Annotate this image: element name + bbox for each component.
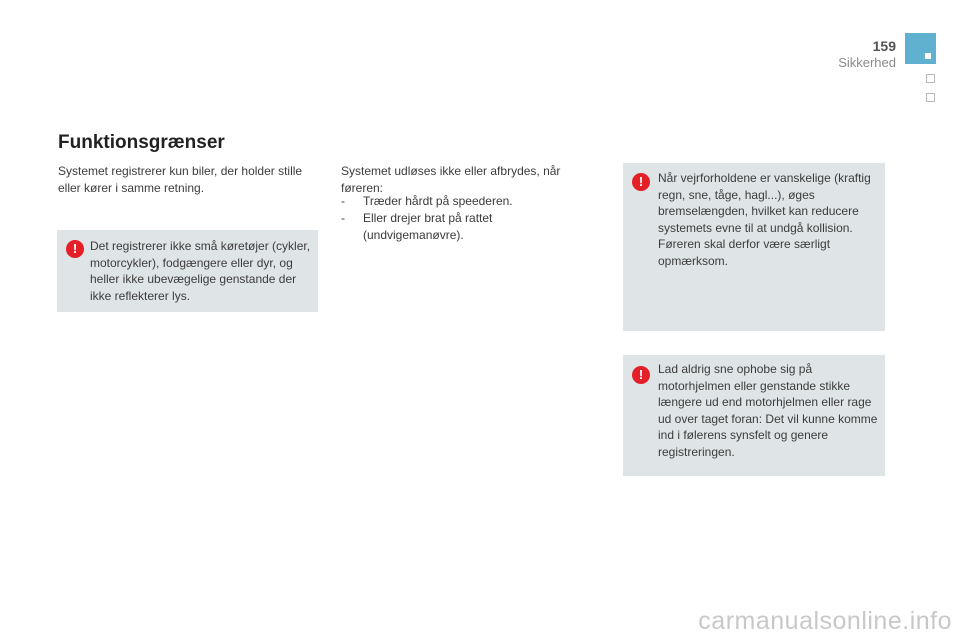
watermark: carmanualsonline.info [698, 607, 952, 635]
warning-note-text: Det registrerer ikke små køretøjer (cykler, motorcykler), fodgængere eller dyr, og heller ikke ubevægelige genstande der ikke reflekterer lys. [90, 239, 311, 303]
trigger-list [341, 193, 571, 244]
page-number: 159 [872, 38, 896, 54]
tab-dot-icon [925, 53, 931, 59]
warning-note-text: Lad aldrig sne ophobe sig på motorhjelmen eller genstande stikke længere ud end motorhjelmen eller rage ud over taget foran: Det vil kunne komme ind i følerens synsfelt og genere registreringen. [658, 362, 878, 459]
warning-note-snow [623, 355, 885, 476]
list-item [341, 193, 571, 210]
intro-paragraph: Systemet registrerer kun biler, der holder stille eller kører i samme retning. [58, 164, 303, 195]
section-tab[interactable] [926, 74, 935, 83]
page-title: Funktionsgrænser [58, 132, 225, 153]
section-name: Sikkerhed [838, 55, 896, 70]
warning-icon: ! [632, 173, 650, 191]
warning-note-text: Når vejrforholdene er vanskelige (kraftig regn, sne, tåge, hagl...), øges bremselængden, hvilket kan reducere systemets evne til at undgå kollision. Føreren skal derfor være særligt opmærksom. [658, 171, 871, 268]
warning-icon: ! [66, 240, 84, 258]
list-item [341, 210, 571, 244]
list-bullet: - [341, 194, 345, 208]
warning-note-weather [623, 163, 885, 331]
list-item-text: Eller drejer brat på rattet (undvigemanøvre). [363, 211, 493, 242]
list-item-text: Træder hårdt på speederen. [363, 194, 513, 208]
warning-icon: ! [632, 366, 650, 384]
section-tab[interactable] [926, 93, 935, 102]
section-tab-active[interactable] [905, 33, 936, 64]
warning-note [57, 230, 318, 312]
trigger-intro: Systemet udløses ikke eller afbrydes, når føreren: [341, 164, 561, 195]
list-bullet: - [341, 211, 345, 225]
